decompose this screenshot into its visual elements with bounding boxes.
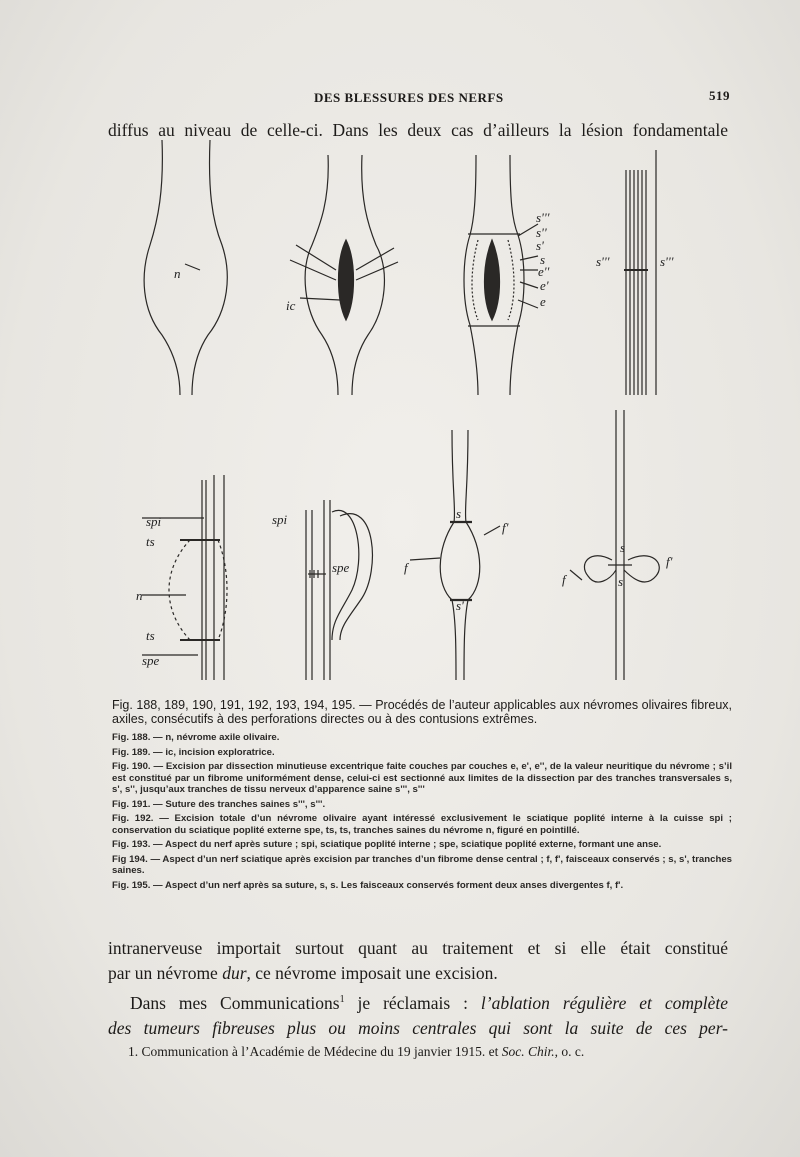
caption-item-195: Fig. 195. — Aspect d’un nerf après sa suture, s, s. Les faisceaux conservés forment deux anses divergentes f, f'.	[112, 879, 624, 891]
footnote	[128, 1044, 728, 1060]
label-fig195-s1: s	[620, 540, 626, 555]
body-line-3-em: l’ablation régulière et complète	[480, 992, 728, 1013]
caption-item-192: Fig. 192. — Excision totale d’un névrome olivaire ayant intéressé exclusivement le sciatique poplité interne à la cuisse spi ; conservation du sciatique poplité externe spe, ts, ts, tranches saines du névrome n, figuré en pointillé.	[112, 813, 732, 836]
fig-194-drawing	[404, 430, 509, 680]
caption-main: Fig. 188, 189, 190, 191, 192, 193, 194, 195. — Procédés de l’auteur applicables aux névromes olivaires fibreux, axiles, consécutifs à des perforations directes ou à des contusions extrêmes.	[112, 698, 732, 726]
label-fig190-e2: e''	[538, 264, 550, 279]
body-line-3	[108, 987, 728, 1016]
fig-191-drawing	[596, 150, 674, 395]
body-line-2-post: , ce névrome imposait une excision.	[246, 963, 498, 983]
caption-item-193: Fig. 193. — Aspect du nerf après suture ; spi, sciatique poplité interne ; spe, sciatique poplité externe, formant une anse.	[112, 839, 662, 850]
label-ic: ic	[286, 298, 296, 313]
label-fig194-f1: f'	[502, 520, 509, 535]
fig-188-drawing	[144, 140, 227, 395]
body-line-2-em: dur	[222, 963, 247, 983]
label-fig195-f1: f'	[666, 554, 673, 569]
fig-190-drawing	[464, 155, 550, 395]
header	[100, 86, 730, 108]
label-fig191-left: s'''	[596, 254, 610, 269]
body-text-final	[108, 987, 728, 1041]
label-fig192-spe: spe	[142, 653, 160, 668]
fig-195-drawing	[562, 410, 673, 680]
label-fig190-s2: s''	[536, 225, 547, 240]
footnote-number: 1.	[128, 1044, 139, 1059]
label-fig191-right: s'''	[660, 254, 674, 269]
caption-item-190: Fig. 190. — Excision par dissection minutieuse excentrique faite couches par couches e, e', e'', de la valeur neuritique du névrome ; s’il est constitué par un fibrome uniformément dense, celui-ci est sectionné aux limites de la dissection par des tranches transversales s, s', s'', jusqu’aux tranches de tissu nerveux d’apparence saine s''', s'''	[112, 761, 732, 795]
label-fig190-s1: s'	[536, 238, 544, 253]
footnote-ref: 1	[339, 994, 345, 1005]
body-line-4	[108, 1016, 728, 1041]
label-fig194-s: s	[456, 506, 462, 521]
nerve-figures	[100, 140, 730, 695]
caption-item-188: Fig. 188. — n, névrome axile olivaire.	[112, 732, 280, 743]
footnote-em: Soc. Chir.	[501, 1044, 555, 1059]
label-fig193-spe: spe	[332, 560, 350, 575]
body-text-bottom	[108, 936, 728, 986]
label-fig190-e: e	[540, 294, 546, 309]
label-fig195-f: f	[562, 572, 566, 587]
footnote-tail: , o. c.	[554, 1044, 585, 1059]
figure-plate	[100, 140, 730, 695]
body-text-top: diffus au niveau de celle-ci. Dans les deux cas d’ailleurs la lésion fondamentale	[108, 120, 728, 140]
label-fig190-e1: e'	[540, 278, 549, 293]
body-line-4-em: des tumeurs fibreuses plus ou moins centrales qui sont la suite de ces per-	[108, 1017, 728, 1038]
caption-item-189: Fig. 189. — ic, incision exploratrice.	[112, 746, 275, 758]
label-fig190-s: s	[540, 252, 546, 267]
body-line-2	[108, 961, 728, 986]
label-fig192-ts1: ts	[146, 534, 155, 549]
fig-192-drawing	[136, 475, 227, 680]
running-head: DES BLESSURES DES NERFS	[314, 90, 504, 105]
label-fig194-f: f	[404, 560, 408, 575]
caption-item-191: Fig. 191. — Suture des tranches saines s''', s'''.	[112, 798, 326, 810]
fig-193-drawing	[272, 500, 372, 680]
body-line-3-post: je réclamais :	[344, 992, 481, 1013]
body-line-3-pre: Dans mes Communications	[130, 992, 340, 1013]
body-line-1: intranerveuse importait surtout quant au traitement et si elle était constitué	[108, 938, 728, 958]
body-line-2-pre: par un névrome	[108, 963, 223, 983]
footnote-text: Communication à l’Académie de Médecine du 19 janvier 1915. et	[141, 1044, 499, 1059]
label-n-188: n	[174, 266, 181, 281]
label-fig192-spi: spi	[146, 514, 162, 529]
label-fig192-ts2: ts	[146, 628, 155, 643]
label-fig193-spi: spi	[272, 512, 288, 527]
label-fig195-s2: s	[618, 574, 624, 589]
caption-item-194: Fig 194. — Aspect d’un nerf sciatique après excision par tranches d’un fibrome dense central ; f, f', faisceaux conservés ; s, s', tranches saines.	[112, 853, 732, 876]
label-fig194-s1: s'	[456, 598, 464, 613]
figure-caption	[112, 698, 732, 894]
caption-list	[112, 732, 732, 891]
page-number: 519	[709, 88, 730, 103]
fig-189-drawing	[286, 155, 398, 395]
label-fig190-s3: s'''	[536, 210, 550, 225]
label-fig192-n: n	[136, 588, 143, 603]
